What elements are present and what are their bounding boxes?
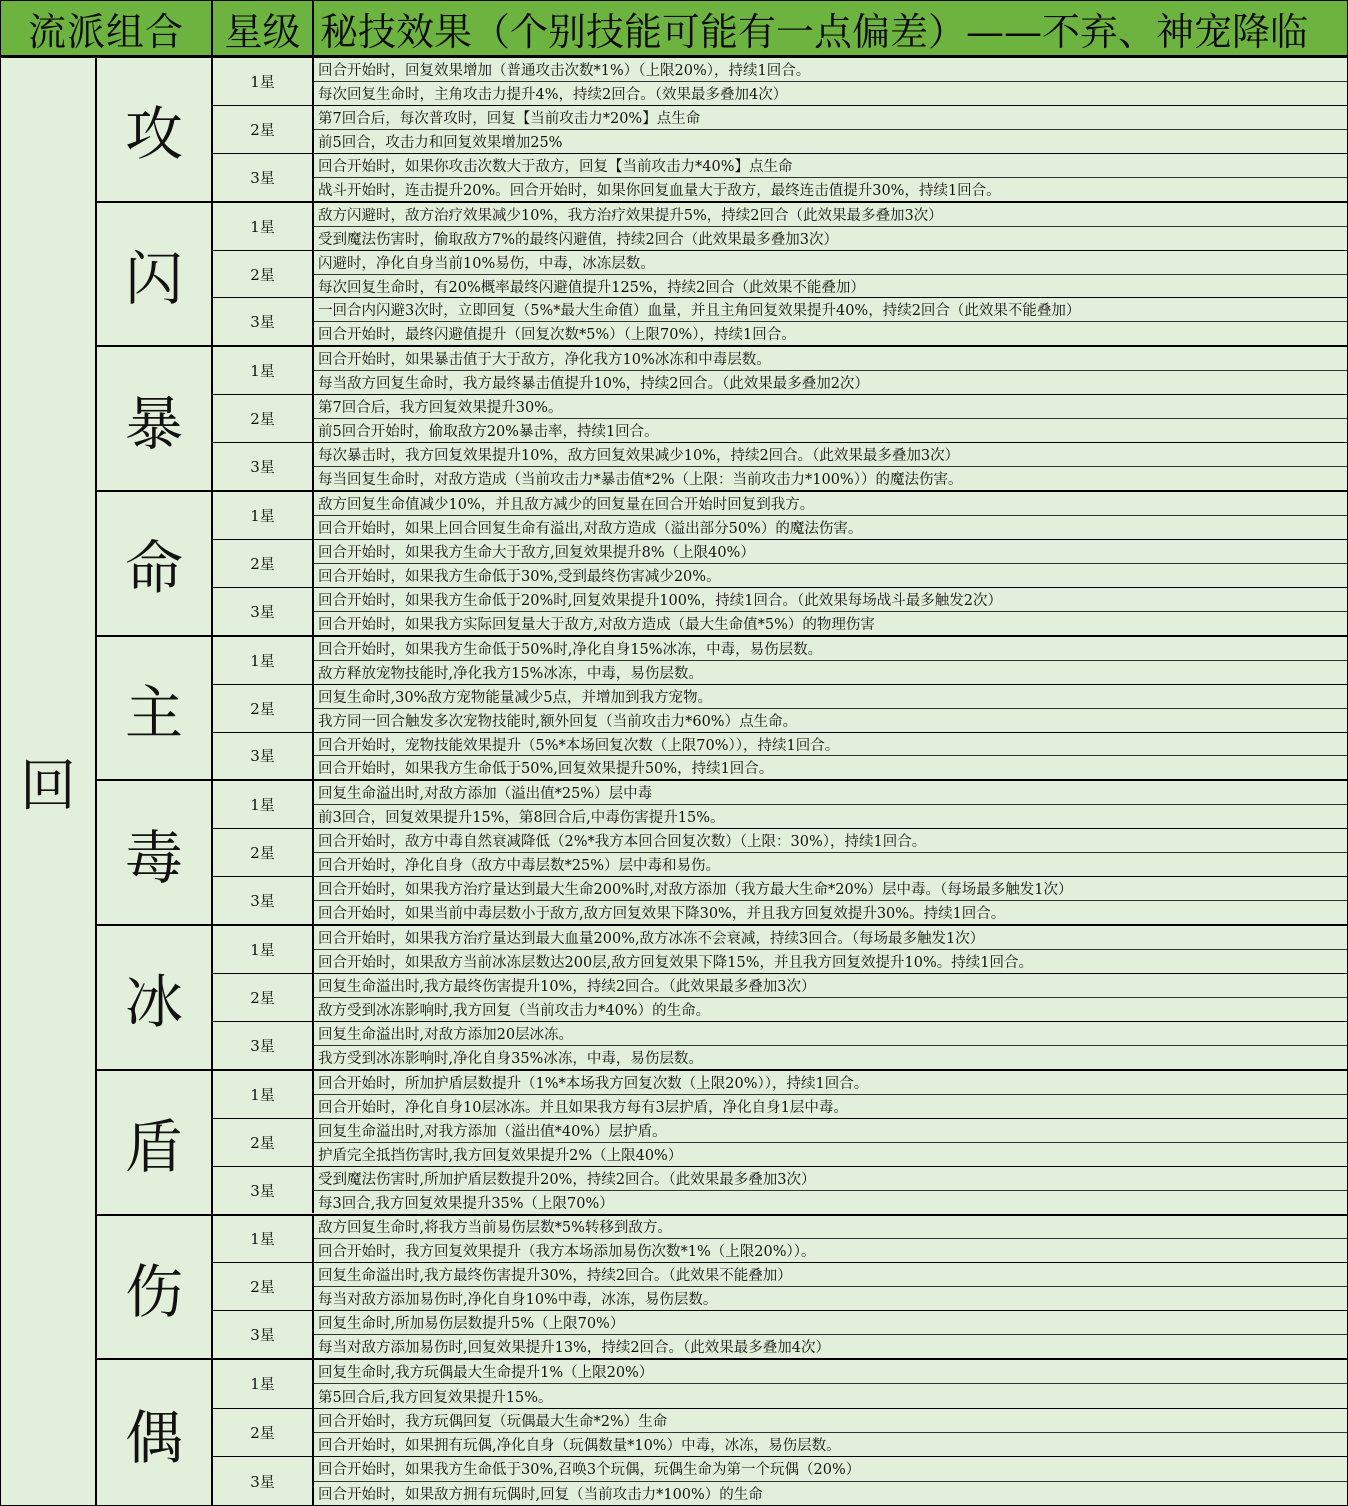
effect-cell: 回合开始时，净化自身10层冰冻。并且如果我方每有3层护盾，净化自身1层中毒。 [318,1099,848,1116]
level-row [213,1119,1347,1167]
level-row [213,1263,1347,1311]
effect-list [314,203,1347,250]
star-level-cell: 1星 [213,637,314,684]
group-name: 毒 [97,781,213,924]
effect-cell: 敌方闪避时，敌方治疗效果减少10%，我方治疗效果提升5%，持续2回合（此效果最多叠加3次） [314,203,1347,227]
star-level-cell: 2星 [213,540,314,587]
effect-cell: 第5回合后,我方回复效果提升15%。 [318,1389,553,1406]
level-row [213,1360,1347,1409]
star-level-cell: 2星 [213,829,314,876]
effect-cell: 回复生命溢出时,对敌方添加20层冰冻。 [314,1022,1347,1046]
effect-cell: 回复生命溢出时,对敌方添加（溢出值*25%）层中毒 [314,781,1347,805]
star-level-cell: 2星 [213,974,314,1021]
effect-cell: 回合开始时，最终闪避值提升（回复次数*5%）（上限70%），持续1回合。 [318,327,796,344]
star-level-cell: 3星 [213,733,314,780]
star-level-cell: 2星 [213,1263,314,1310]
group-row [97,637,1347,782]
effect-cell: 回复生命溢出时,我方最终伤害提升30%，持续2回合。（此效果不能叠加） [314,1263,1347,1287]
group-name: 主 [97,637,213,780]
effect-list [314,1409,1347,1457]
header-style-combo: 流派组合 [1,1,213,55]
header-effect: 秘技效果（个别技能可能有一点偏差）——不弃、神宠降临 [320,9,1309,54]
level-row [213,588,1347,635]
effect-list [314,877,1347,924]
effect-cell: 每次回复生命时，有20%概率最终闪避值提升125%，持续2回合（此效果不能叠加） [318,279,865,296]
level-list [213,1360,1347,1505]
effect-cell: 敌方回复生命值减少10%，并且敌方减少的回复量在回合开始时回复到我方。 [314,492,1347,516]
level-row [213,443,1347,490]
level-row [213,637,1347,685]
level-row [213,154,1347,201]
table-body [1,58,1347,1505]
star-level-cell: 1星 [213,1071,314,1118]
table-header [1,1,1347,58]
effect-list [314,251,1347,298]
star-level-cell: 1星 [213,58,314,105]
star-level-cell: 1星 [213,347,314,394]
level-row [213,540,1347,588]
level-row [213,974,1347,1022]
effect-cell: 回复生命时,所加易伤层数提升5%（上限70%） [314,1311,1347,1335]
effect-cell: 回复生命溢出时,对我方添加（溢出值*40%）层护盾。 [314,1119,1347,1143]
level-row [213,58,1347,106]
star-level-cell: 2星 [213,395,314,442]
group-name: 攻 [97,58,213,201]
level-row [213,781,1347,829]
level-list [213,781,1347,924]
group-name: 盾 [97,1071,213,1214]
effect-cell: 每当回复生命时，对敌方造成（当前攻击力*暴击值*2%（上限：当前攻击力*100%））的魔法伤害。 [318,472,963,489]
effect-list [314,1216,1347,1263]
header-star-level: 星级 [213,1,314,55]
level-row [213,1022,1347,1069]
effect-cell: 回复生命时,我方玩偶最大生命提升1%（上限20%） [314,1360,1347,1384]
effect-cell: 回合开始时，如果你攻击次数大于敌方，回复【当前攻击力*40%】点生命 [314,154,1347,178]
group-row [97,1360,1347,1505]
effect-cell: 我方受到冰冻影响时,净化自身35%冰冻，中毒，易伤层数。 [318,1050,703,1067]
level-row [213,395,1347,443]
group-row [97,1216,1347,1361]
level-list [213,1216,1347,1359]
star-level-cell: 1星 [213,1360,314,1408]
effect-cell: 回合开始时，如果我方实际回复量大于敌方,对敌方造成（最大生命值*5%）的物理伤害 [318,616,875,633]
effect-cell: 回合开始时，我方回复效果提升（我方本场添加易伤次数*1%（上限20%））。 [318,1244,816,1261]
effect-cell: 每当对敌方添加易伤时,回复效果提升13%，持续2回合。（此效果最多叠加4次） [318,1340,831,1357]
level-row [213,106,1347,154]
effect-cell: 回合开始时，我方玩偶回复（玩偶最大生命*2%）生命 [314,1409,1347,1433]
level-row [213,733,1347,780]
effect-cell: 回合开始时，如果我方生命低于30%,召唤3个玩偶，玩偶生命为第一个玩偶（20%） [314,1457,1347,1481]
star-level-cell: 2星 [213,685,314,732]
star-level-cell: 3星 [213,1457,314,1505]
effect-list [314,926,1347,973]
level-row [213,1457,1347,1505]
effect-list [314,974,1347,1021]
effect-cell: 我方同一回合触发多次宠物技能时,额外回复（当前攻击力*60%）点生命。 [318,713,798,730]
effect-cell: 第7回合后，我方回复效果提升30%。 [314,395,1347,419]
effect-cell: 回合开始时，宠物技能效果提升（5%*本场回复次数（上限70%）），持续1回合。 [314,733,1347,757]
level-row [213,877,1347,924]
effect-cell: 回合开始时，回复效果增加（普通攻击次数*1%）（上限20%），持续1回合。 [314,58,1347,82]
effect-cell: 一回合内闪避3次时，立即回复（5%*最大生命值）血量，并且主角回复效果提升40%，持续2回合（此效果不能叠加） [314,298,1347,322]
effect-list [314,540,1347,587]
effect-cell: 回合开始时，如果我方生命低于30%,受到最终伤害减少20%。 [318,568,721,585]
effect-cell: 回合开始时，如果当前中毒层数小于敌方,敌方回复效果下降30%，并且我方回复效提升30%。持续1回合。 [318,906,1006,923]
level-row [213,1071,1347,1119]
level-row [213,251,1347,299]
effect-cell: 每3回合,我方回复效果提升35%（上限70%） [318,1195,614,1212]
level-row [213,1216,1347,1264]
star-level-cell: 3星 [213,1022,314,1069]
star-level-cell: 2星 [213,106,314,153]
effect-list [314,733,1347,780]
effect-cell: 敌方受到冰冻影响时,我方回复（当前攻击力*40%）的生命。 [318,1002,711,1019]
effect-cell: 每当对敌方添加易伤时,净化自身10%中毒，冰冻，易伤层数。 [318,1292,718,1309]
star-level-cell: 3星 [213,588,314,635]
star-level-cell: 1星 [213,1216,314,1263]
effect-cell: 前5回合，攻击力和回复效果增加25% [318,134,563,151]
level-list [213,347,1347,490]
effect-list [314,395,1347,442]
level-row [213,203,1347,251]
effect-list [314,347,1347,394]
effect-list [314,298,1347,345]
effect-cell: 回合开始时，如果我方治疗量达到最大血量200%,敌方冰冻不会衰减，持续3回合。（每场最多触发1次） [314,926,1347,950]
effect-cell: 第7回合后，每次普攻时，回复【当前攻击力*20%】点生命 [314,106,1347,130]
effect-cell: 回合开始时，敌方中毒自然衰减降低（2%*我方本回合回复次数）（上限：30%），持续1回合。 [314,829,1347,853]
level-list [213,1071,1347,1214]
level-row [213,685,1347,733]
effect-cell: 每次回复生命时，主角攻击力提升4%，持续2回合。（效果最多叠加4次） [318,86,788,103]
level-list [213,203,1347,346]
school-cell: 回 [1,58,97,1505]
level-list [213,492,1347,635]
star-level-cell: 3星 [213,154,314,201]
effect-list [314,1167,1347,1214]
effect-cell: 闪避时，净化自身当前10%易伤，中毒，冰冻层数。 [314,251,1347,275]
group-row [97,58,1347,203]
star-level-cell: 3星 [213,298,314,345]
effect-cell: 前3回合，回复效果提升15%，第8回合后,中毒伤害提升15%。 [318,810,725,827]
effect-cell: 每当敌方回复生命时，我方最终暴击值提升10%，持续2回合。（此效果最多叠加2次） [318,376,869,393]
group-name: 暴 [97,347,213,490]
level-row [213,1167,1347,1214]
star-level-cell: 1星 [213,926,314,973]
group-row [97,1071,1347,1216]
level-row [213,1311,1347,1358]
level-list [213,637,1347,780]
effect-cell: 战斗开始时，连击提升20%。回合开始时，如果你回复血量大于敌方，最终连击值提升30%，持续1回合。 [318,182,1001,199]
effect-cell: 回复生命溢出时,我方最终伤害提升10%，持续2回合。（此效果最多叠加3次） [314,974,1347,998]
effect-list [314,637,1347,684]
group-row [97,781,1347,926]
effect-list [314,829,1347,876]
level-row [213,347,1347,395]
group-name: 伤 [97,1216,213,1359]
effect-cell: 敌方回复生命时,将我方当前易伤层数*5%转移到敌方。 [314,1216,1347,1240]
effect-list [314,58,1347,105]
effect-list [314,1457,1347,1505]
star-level-cell: 2星 [213,1119,314,1166]
effect-cell: 回合开始时，如果敌方当前冰冻层数达200层,敌方回复效果下降15%，并且我方回复效提升10%。持续1回合。 [318,955,1033,972]
star-level-cell: 3星 [213,443,314,490]
star-level-cell: 1星 [213,781,314,828]
effect-cell: 回合开始时，如果敌方拥有玩偶时,回复（当前攻击力*100%）的生命 [318,1486,763,1503]
effect-cell: 前5回合开始时，偷取敌方20%暴击率，持续1回合。 [318,424,659,441]
effect-cell: 回合开始时，净化自身（敌方中毒层数*25%）层中毒和易伤。 [318,858,720,875]
level-list [213,926,1347,1069]
effect-cell: 回合开始时，如果我方生命低于50%,回复效果提升50%，持续1回合。 [318,761,774,778]
effect-list [314,685,1347,732]
effect-cell: 敌方释放宠物技能时,净化我方15%冰冻，中毒，易伤层数。 [318,665,703,682]
effect-list [314,492,1347,539]
group-row [97,203,1347,348]
group-list [97,58,1347,1505]
effect-cell: 回合开始时，如果我方生命大于敌方,回复效果提升8%（上限40%） [314,540,1347,564]
effect-list [314,1360,1347,1408]
level-row [213,492,1347,540]
level-row [213,829,1347,877]
effect-cell: 回合开始时，如果我方生命低于50%时,净化自身15%冰冻，中毒，易伤层数。 [314,637,1347,661]
effect-cell: 回合开始时，所加护盾层数提升（1%*本场我方回复次数（上限20%）），持续1回合。 [314,1071,1347,1095]
effect-cell: 回合开始时，如果拥有玩偶,净化自身（玩偶数量*10%）中毒，冰冻，易伤层数。 [318,1438,841,1455]
effect-cell: 回合开始时，如果上回合回复生命有溢出,对敌方造成（溢出部分50%）的魔法伤害。 [318,520,863,537]
group-row [97,347,1347,492]
level-list [213,58,1347,201]
group-row [97,926,1347,1071]
effect-cell: 回复生命时,30%敌方宠物能量减少5点，并增加到我方宠物。 [314,685,1347,709]
star-level-cell: 3星 [213,1167,314,1214]
effect-cell: 护盾完全抵挡伤害时,我方回复效果提升2%（上限40%） [318,1147,683,1164]
star-level-cell: 3星 [213,877,314,924]
effect-cell: 回合开始时，如果我方治疗量达到最大生命200%时,对敌方添加（我方最大生命*20%）层中毒。（每场最多触发1次） [314,877,1347,901]
group-row [97,492,1347,637]
effect-list [314,781,1347,828]
effect-list [314,1071,1347,1118]
group-name: 命 [97,492,213,635]
star-level-cell: 2星 [213,1409,314,1457]
effect-list [314,1022,1347,1069]
effect-cell: 受到魔法伤害时，偷取敌方7%的最终闪避值，持续2回合（此效果最多叠加3次） [318,231,838,248]
effect-list [314,1263,1347,1310]
level-row [213,1409,1347,1458]
effect-list [314,1311,1347,1358]
effect-list [314,1119,1347,1166]
star-level-cell: 3星 [213,1311,314,1358]
group-name: 冰 [97,926,213,1069]
level-row [213,926,1347,974]
effect-list [314,588,1347,635]
group-name: 闪 [97,203,213,346]
effect-cell: 受到魔法伤害时,所加护盾层数提升20%，持续2回合。（此效果最多叠加3次） [314,1167,1347,1191]
effect-cell: 回合开始时，如果我方生命低于20%时,回复效果提升100%，持续1回合。（此效果每场战斗最多触发2次） [314,588,1347,612]
effect-cell: 回合开始时，如果暴击值于大于敌方，净化我方10%冰冻和中毒层数。 [314,347,1347,371]
star-level-cell: 1星 [213,492,314,539]
star-level-cell: 1星 [213,203,314,250]
effect-cell: 每次暴击时，我方回复效果提升10%，敌方回复效果减少10%，持续2回合。（此效果最多叠加3次） [314,443,1347,467]
group-name: 偶 [97,1360,213,1505]
level-row [213,298,1347,345]
effect-list [314,154,1347,201]
effect-list [314,443,1347,490]
star-level-cell: 2星 [213,251,314,298]
effect-list [314,106,1347,153]
